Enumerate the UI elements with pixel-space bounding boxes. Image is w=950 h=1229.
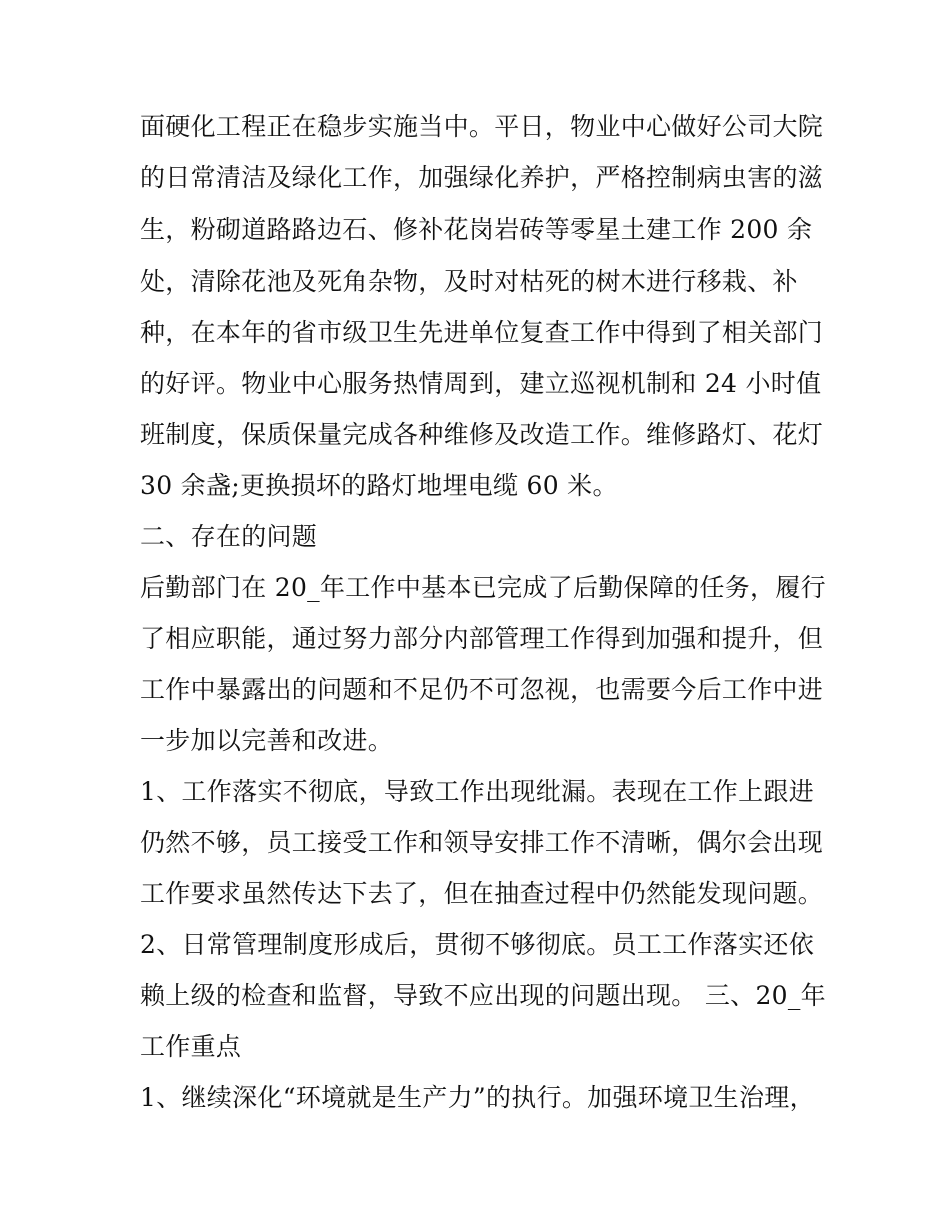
section-heading: 二、存在的问题 xyxy=(140,522,318,551)
text-line: 面硬化工程正在稳步实施当中。平日，物业中心做好公司大院 xyxy=(140,112,824,141)
text-line: 生，粉砌道路路边石、修补花岗岩砖等零星土建工作 200 余 xyxy=(140,215,813,244)
text-line: 30 余盏;更换损坏的路灯地埋电缆 60 米。 xyxy=(140,471,618,500)
text-line: 一步加以完善和改进。 xyxy=(140,726,394,755)
text-line: 后勤部门在 20_年工作中基本已完成了后勤保障的任务，履行 xyxy=(140,573,826,602)
text-line: 种，在本年的省市级卫生先进单位复查工作中得到了相关部门 xyxy=(140,318,824,347)
text-line: 处，清除花池及死角杂物，及时对枯死的树木进行移栽、补 xyxy=(140,267,798,296)
text-line: 工作中暴露出的问题和不足仍不可忽视，也需要今后工作中进 xyxy=(140,675,824,704)
text-line: 了相应职能，通过努力部分内部管理工作得到加强和提升，但 xyxy=(140,624,824,653)
list-item: 1、工作落实不彻底，导致工作出现纰漏。表现在工作上跟进 xyxy=(140,777,815,806)
text-line: 的日常清洁及绿化工作，加强绿化养护，严格控制病虫害的滋 xyxy=(140,163,824,192)
text-line: 班制度，保质保量完成各种维修及改造工作。维修路灯、花灯 xyxy=(140,420,824,449)
text-line: 工作重点 xyxy=(140,1032,242,1061)
list-item: 1、继续深化“环境就是生产力”的执行。加强环境卫生治理， xyxy=(140,1083,815,1112)
text-line: 工作要求虽然传达下去了，但在抽查过程中仍然能发现问题。 xyxy=(140,879,824,908)
list-item: 2、日常管理制度形成后，贯彻不够彻底。员工工作落实还依 xyxy=(140,930,815,959)
text-line: 仍然不够，员工接受工作和领导安排工作不清晰，偶尔会出现 xyxy=(140,828,824,857)
text-line: 的好评。物业中心服务热情周到，建立巡视机制和 24 小时值 xyxy=(140,369,822,398)
text-line: 赖上级的检查和监督，导致不应出现的问题出现。 三、20_年 xyxy=(140,981,826,1010)
